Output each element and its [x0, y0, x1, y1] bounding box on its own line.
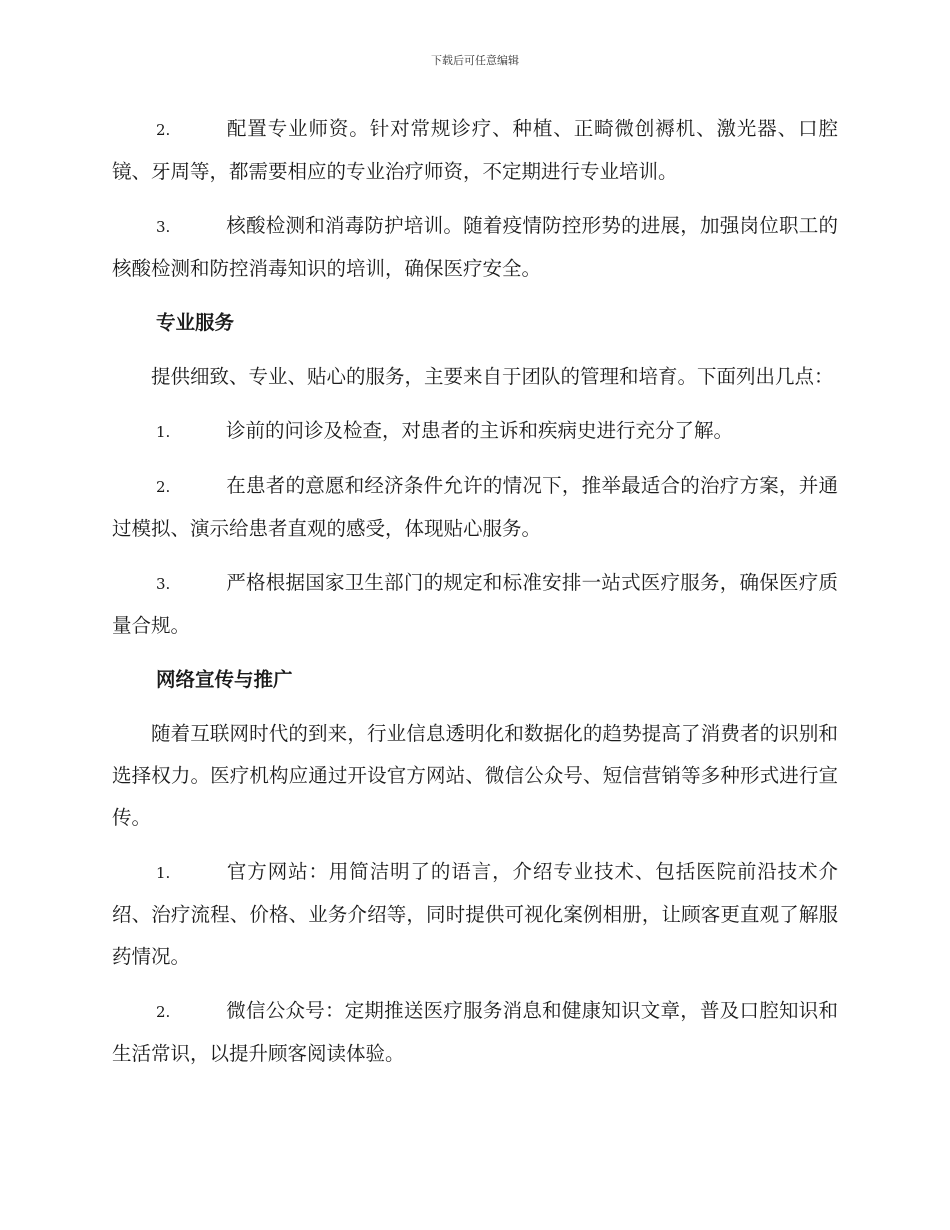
list-item-text: 核酸检测和消毒防护培训。随着疫情防控形势的进展，加强岗位职工的核酸检测和防控消毒知识的培训，确保医疗安全。 — [112, 214, 838, 280]
document-body — [112, 108, 838, 1087]
list-item-text: 严格根据国家卫生部门的规定和标准安排一站式医疗服务，确保医疗质量合规。 — [112, 571, 838, 637]
list-number: 3. — [156, 575, 171, 593]
section-heading-network: 网络宣传与推广 — [156, 668, 293, 691]
network-intro-paragraph: 随着互联网时代的到来，行业信息透明化和数据化的趋势提高了消费者的识别和选择权力。医疗机构应通过开设官方网站、微信公众号、短信营销等多种形式进行宣传。 — [112, 722, 838, 829]
list-item — [112, 465, 838, 550]
list-number: 2. — [156, 1003, 171, 1021]
list-item — [112, 108, 838, 193]
list-item — [112, 562, 838, 647]
list-item — [112, 205, 838, 290]
list-number: 3. — [156, 218, 171, 236]
service-intro-paragraph: 提供细致、专业、贴心的服务，主要来自于团队的管理和培育。下面列出几点： — [151, 365, 834, 388]
list-item-text: 官方网站：用简洁明了的语言，介绍专业技术、包括医院前沿技术介绍、治疗流程、价格、业务介绍等，同时提供可视化案例相册，让顾客更直观了解服药情况。 — [112, 860, 838, 968]
page-header: 下载后可任意编辑 — [431, 54, 519, 67]
list-item-text: 微信公众号：定期推送医疗服务消息和健康知识文章，普及口腔知识和生活常识，以提升顾客阅读体验。 — [112, 999, 838, 1065]
section-heading-service: 专业服务 — [156, 311, 235, 334]
list-item — [112, 851, 838, 978]
list-item-text: 在患者的意愿和经济条件允许的情况下，推举最适合的治疗方案，并通过模拟、演示给患者直观的感受，体现贴心服务。 — [112, 474, 838, 540]
list-item — [112, 990, 838, 1075]
list-number: 2. — [156, 121, 171, 139]
list-number: 1. — [156, 423, 171, 441]
list-number: 1. — [156, 864, 171, 882]
list-item-text: 诊前的问诊及检查，对患者的主诉和疾病史进行充分了解。 — [226, 419, 734, 442]
list-item — [112, 410, 838, 453]
list-item-text: 配置专业师资。针对常规诊疗、种植、正畸微创褥机、激光器、口腔镜、牙周等，都需要相应的专业治疗师资，不定期进行专业培训。 — [112, 117, 838, 183]
list-number: 2. — [156, 478, 171, 496]
